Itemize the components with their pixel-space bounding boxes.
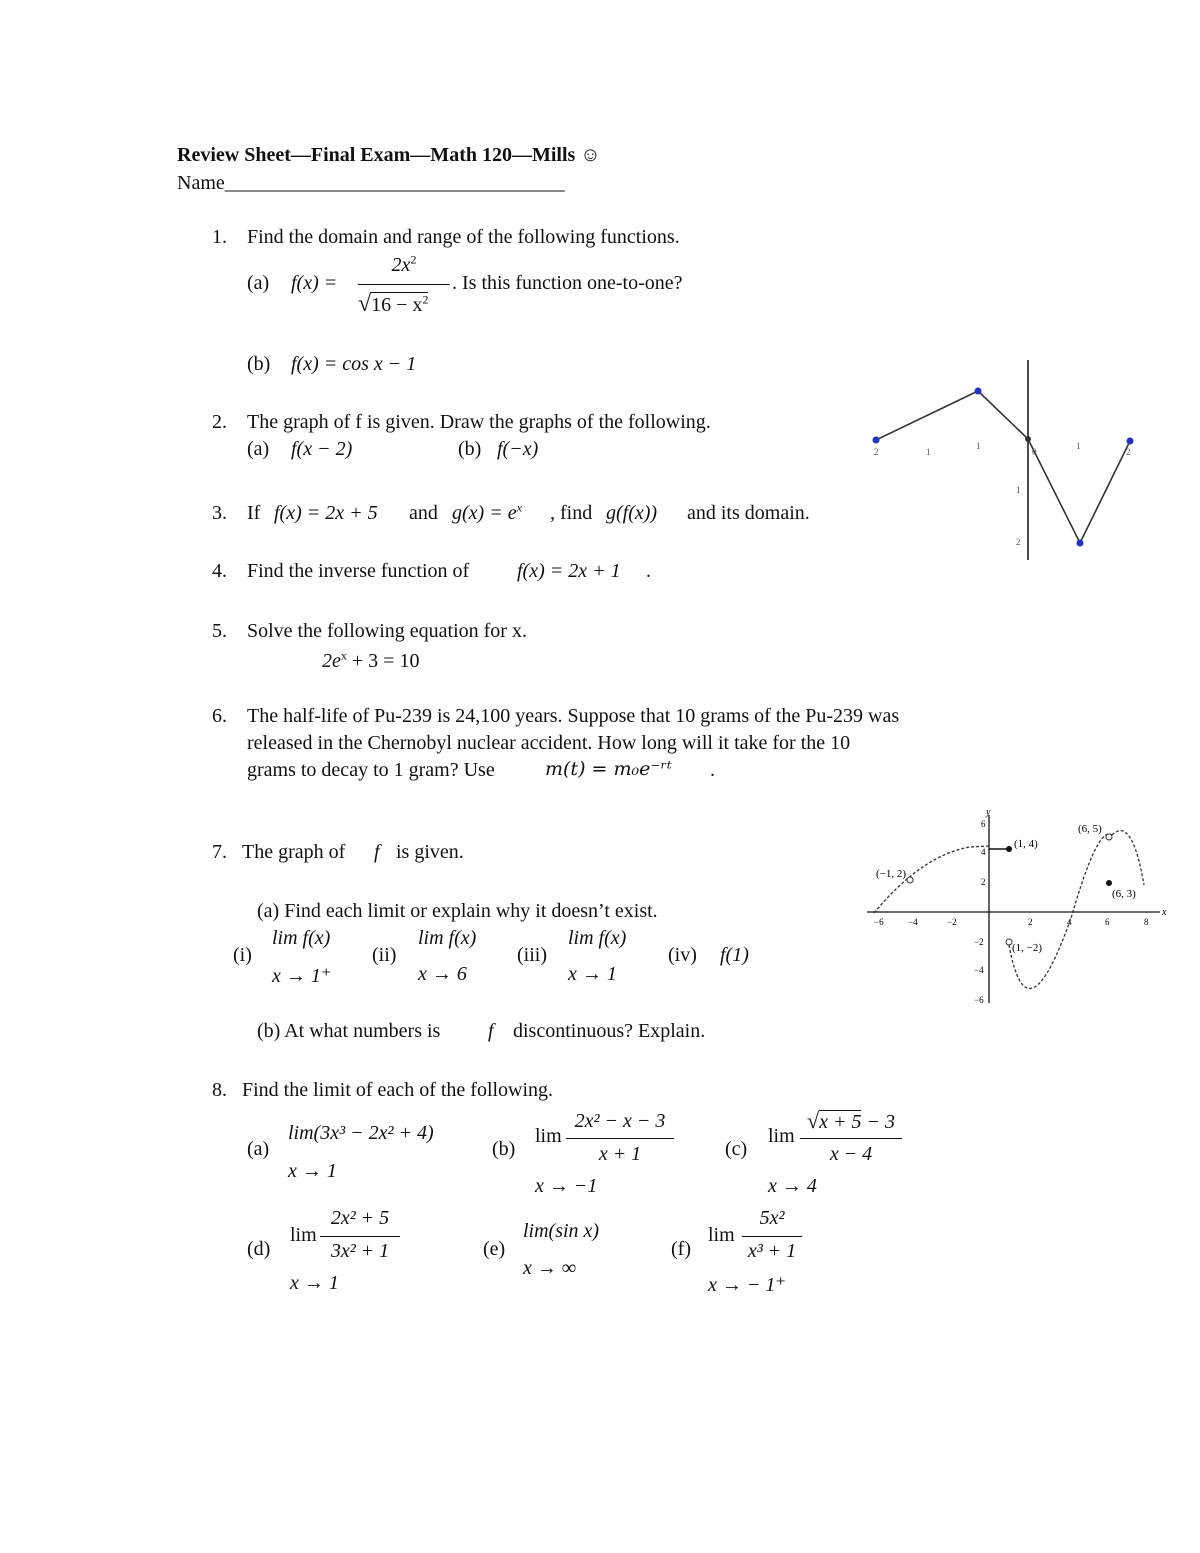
graph1-point (1077, 540, 1084, 547)
graph1-tick-label: 1 (976, 441, 981, 451)
q7-iv-label: (iv) (668, 944, 697, 966)
q3-number: 3. (212, 502, 227, 524)
y-axis-label: y (986, 807, 991, 818)
q7-f: f (374, 841, 380, 863)
graph-piecewise-linear (866, 355, 1146, 565)
graph2-curve-right (1009, 834, 1112, 988)
point-label: (6, 3) (1112, 888, 1136, 900)
q7-i-bottom: x → 1⁺ (272, 965, 332, 987)
q8f-denominator: x³ + 1 (747, 1240, 797, 1262)
q8b-label: (b) (492, 1138, 516, 1160)
q7-ii-bottom: x → 6 (418, 963, 467, 985)
q7-part-b-f: f (488, 1020, 494, 1042)
q8c-denominator: x − 4 (829, 1143, 873, 1165)
q1a-denominator: $√16 - x^2$ (358, 291, 429, 317)
q8a-top: lim(3x³ − 2x² + 4) (288, 1122, 434, 1144)
q6-line1: The half-life of Pu-239 is 24,100 years. Suppose that 10 grams of the Pu-239 was (247, 705, 900, 727)
q7-part-b-b: discontinuous? Explain. (513, 1020, 706, 1042)
q8f-label: (f) (671, 1238, 691, 1260)
q4-number: 4. (212, 560, 227, 582)
q5-text: Solve the following equation for x. (247, 620, 527, 642)
y-tick-label: 2 (981, 877, 986, 887)
q3-g-expr: $g(x) = e^x$ (452, 500, 522, 524)
graph1-tick-label: 2 (1126, 447, 1131, 457)
q5-equation: $2e^x + 3 = 10$ (322, 648, 420, 672)
q8d-label: (d) (247, 1238, 271, 1260)
q8a-bottom: x → 1 (288, 1160, 337, 1182)
x-tick-label: −4 (908, 917, 918, 927)
q1b-label: (b) (247, 353, 271, 375)
q4-expr: f(x) = 2x + 1 (517, 560, 621, 582)
q8c-label: (c) (725, 1138, 748, 1160)
q2-text: The graph of f is given. Draw the graphs of the following. (247, 411, 711, 433)
q7-i-top: lim f(x) (272, 927, 331, 949)
q7-part-b-a: (b) At what numbers is (257, 1020, 441, 1042)
graph2-curve-tail (1112, 831, 1144, 885)
q2a-expr: f(x − 2) (291, 438, 353, 460)
open-point (1106, 834, 1112, 840)
q7-text-b: is given. (396, 841, 464, 863)
q8-number: 8. (212, 1079, 227, 1101)
q7-ii-top: lim f(x) (418, 927, 477, 949)
q8c-bottom: x → 4 (768, 1175, 817, 1197)
q3-if: If (247, 502, 261, 524)
q8b-bottom: x → −1 (535, 1175, 598, 1197)
graph1-tick-label: 1 (926, 447, 931, 457)
q8b-fraction-bar (566, 1138, 674, 1139)
q3-find: , find (550, 502, 593, 524)
closed-point (1106, 880, 1112, 886)
q8d-numerator: 2x² + 5 (330, 1207, 390, 1229)
q8f-lim: lim (708, 1224, 735, 1246)
q2b-expr: f(−x) (497, 438, 539, 460)
q8e-bottom: x → ∞ (523, 1257, 577, 1279)
point-label: (1, 4) (1014, 838, 1038, 850)
q7-iii-bottom: x → 1 (568, 963, 617, 985)
y-tick-label: 4 (981, 847, 986, 857)
q6-line2: released in the Chernobyl nuclear accident. How long will it take for the 10 (247, 732, 851, 754)
graph1-tick-label: 0 (1032, 447, 1037, 457)
x-axis-label: x (1162, 907, 1167, 918)
q7-iii-label: (iii) (517, 944, 547, 966)
q1-number: 1. (212, 226, 227, 248)
x-tick-label: 6 (1105, 917, 1110, 927)
q8c-lim: lim (768, 1125, 795, 1147)
q6-line3: grams to decay to 1 gram? Use (247, 759, 495, 781)
q8a-label: (a) (247, 1138, 270, 1160)
q2a-label: (a) (247, 438, 270, 460)
x-tick-label: 4 (1067, 917, 1072, 927)
q1b-expr: f(x) = cos x − 1 (291, 353, 417, 375)
q8e-top: lim(sin x) (523, 1220, 600, 1242)
q8f-fraction-bar (742, 1236, 802, 1237)
q8c-fraction-bar (800, 1138, 902, 1139)
q8f-numerator: 5x² (759, 1207, 785, 1229)
q8f-bottom: x → − 1⁺ (708, 1274, 786, 1296)
graph1-tick-label: 2 (1016, 537, 1021, 547)
graph1-tick-label: 1 (1016, 485, 1021, 495)
point-label: (1, −2) (1012, 942, 1043, 954)
q8d-denominator: 3x² + 1 (330, 1240, 390, 1262)
q7-i-label: (i) (233, 944, 252, 966)
graph1-point (873, 437, 880, 444)
x-tick-label: −2 (947, 917, 957, 927)
q1a-numerator: $2x^2$ (391, 252, 417, 276)
closed-point (1006, 846, 1012, 852)
q6-number: 6. (212, 705, 227, 727)
graph1-tick-label: 2 (874, 447, 879, 457)
q7-ii-label: (ii) (372, 944, 397, 966)
q7-part-a: (a) Find each limit or explain why it doesn’t exist. (257, 900, 658, 922)
sqrt-symbol: √ (358, 291, 372, 317)
y-tick-label: 6 (981, 819, 986, 829)
q8d-lim: lim (290, 1224, 317, 1246)
graph1-tick-label: 1 (1076, 441, 1081, 451)
y-tick-label: −2 (974, 937, 984, 947)
q8c-numerator: √x + 5 − 3 (807, 1108, 895, 1133)
q3-tail: and its domain. (687, 502, 810, 524)
y-tick-label: −4 (974, 965, 984, 975)
q8-text: Find the limit of each of the following. (242, 1079, 554, 1101)
q1a-label: (a) (247, 272, 270, 294)
q1a-lhs: f(x) = (291, 272, 338, 294)
q8b-denominator: x + 1 (598, 1143, 642, 1165)
q7-iii-top: lim f(x) (568, 927, 627, 949)
point-label: (6, 5) (1078, 823, 1102, 835)
point-label: (−1, 2) (876, 868, 907, 880)
q1-text: Find the domain and range of the following functions. (247, 226, 680, 248)
q7-text-a: The graph of (242, 841, 346, 863)
q8b-lim: lim (535, 1125, 562, 1147)
q8d-bottom: x → 1 (290, 1272, 339, 1294)
open-point (907, 877, 913, 883)
graph-function-f (862, 805, 1172, 1010)
q4-text: Find the inverse function of (247, 560, 470, 582)
q8d-fraction-bar (320, 1236, 400, 1237)
q5-number: 5. (212, 620, 227, 642)
q2b-label: (b) (458, 438, 482, 460)
graph1-curve (876, 391, 1130, 543)
y-tick-label: −6 (974, 995, 984, 1005)
page-title: Review Sheet—Final Exam—Math 120—Mills ☺ (177, 144, 601, 166)
q6-tail: . (710, 759, 715, 781)
graph1-point (975, 388, 982, 395)
q1a-fraction-bar (358, 284, 450, 285)
q1a-question: . Is this function one-to-one? (452, 272, 683, 294)
x-tick-label: 2 (1028, 917, 1033, 927)
graph1-point (1025, 436, 1031, 442)
name-line: Name__________________________________ (177, 172, 565, 194)
q4-tail: . (646, 560, 651, 582)
q7-number: 7. (212, 841, 227, 863)
q3-f-expr: f(x) = 2x + 5 (274, 502, 378, 524)
q8b-numerator: 2x² − x − 3 (574, 1110, 666, 1132)
q3-and: and (409, 502, 438, 524)
x-tick-label: −6 (874, 917, 884, 927)
q8e-label: (e) (483, 1238, 506, 1260)
q7-iv-expr: f(1) (720, 944, 749, 966)
q2-number: 2. (212, 411, 227, 433)
graph1-point (1127, 438, 1134, 445)
q6-formula: m(t) = m₀e⁻ʳᵗ (545, 758, 672, 780)
q3-gf-expr: g(f(x)) (606, 502, 658, 524)
x-tick-label: 8 (1144, 917, 1149, 927)
